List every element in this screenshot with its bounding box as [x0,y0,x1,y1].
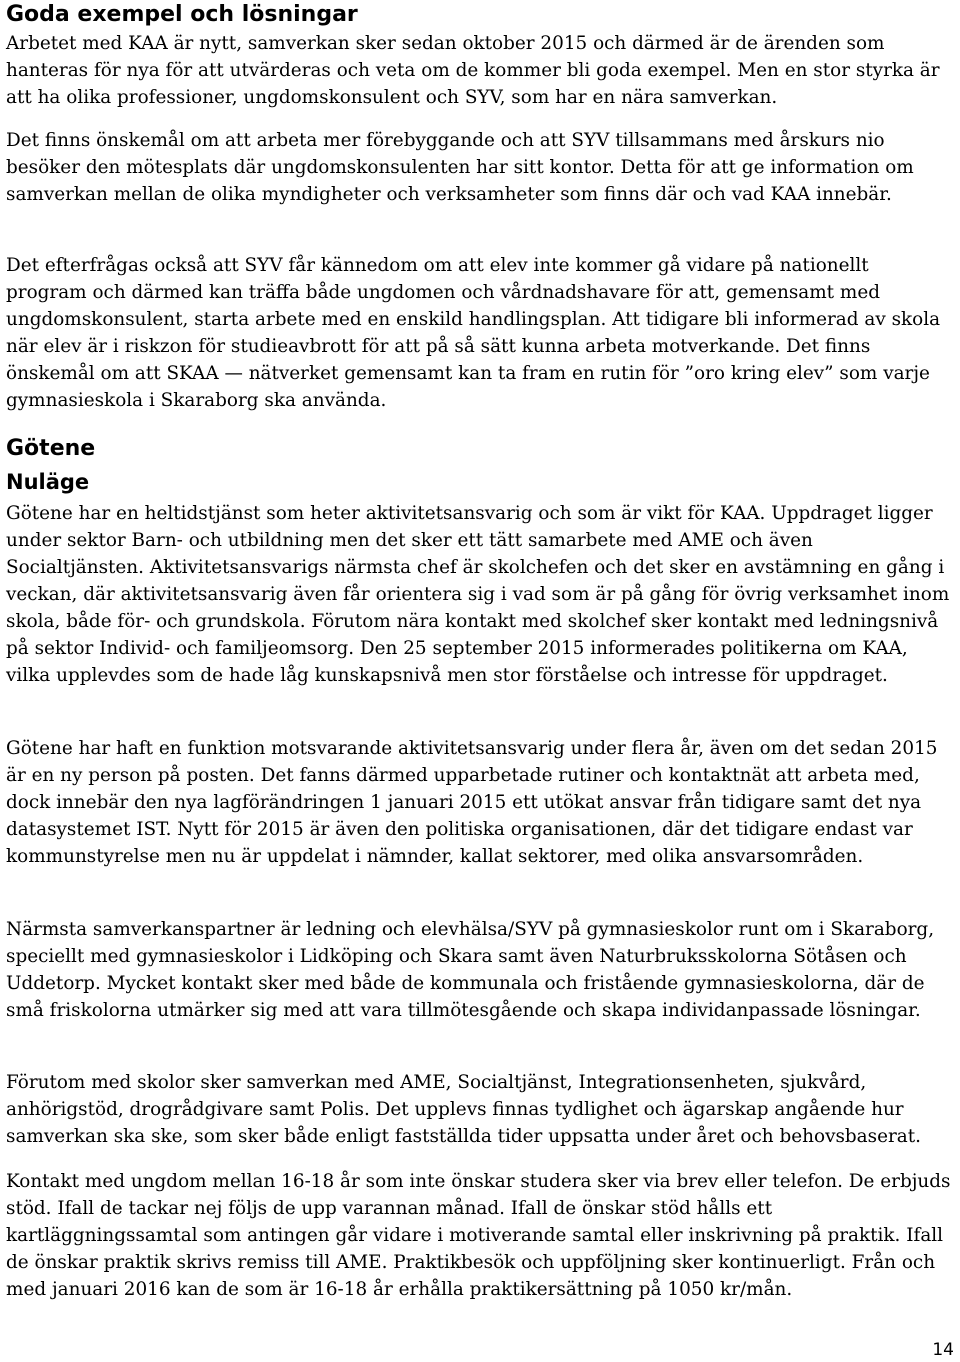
paragraph: Förutom med skolor sker samverkan med AME, Socialtjänst, Integrationsenheten, sjukvård, anhörigstöd, drogrådgivare samt Polis. Det upplevs finnas tydlighet och ägarskap angående hur samverkan ska ske, som sker både enligt fastställda tider uppsatta under året och behovsbaserat. [6,1072,921,1147]
paragraph: Götene har en heltidstjänst som heter aktivitetsansvarig och som är vikt för KAA. Uppdraget ligger under sektor Barn- och utbildning men det sker ett tätt samarbete med AME och även Socialtjänsten. Aktivitetsansvarigs närmsta chef är skolchefen och det sker en avstämning en gång i veckan, där aktivitetsansvarig även får orientera sig i vad som är på gång för övrig verksamhet inom skola, både för- och grundskola. Förutom nära kontakt med skolchef sker kontakt med ledningsnivå på sektor Individ- och familjeomsorg. Den 25 september 2015 informerades politikerna om KAA, vilka upplevdes som de hade låg kunskapsnivå men stor förståelse och intresse för uppdraget. [6,503,950,686]
paragraph: Arbetet med KAA är nytt, samverkan sker sedan oktober 2015 och därmed är de ärenden som hanteras för nya för att utvärderas och veta om de kommer bli goda exempel. Men en stor styrka är att ha olika professioner, ungdomskonsulent och SYV, som har en nära samverkan. [6,33,940,108]
section-heading-goda-exempel: Goda exempel och lösningar [6,2,358,27]
page-number: 14 [932,1340,954,1360]
subheading-nulage: Nuläge [6,470,90,494]
paragraph: Det finns önskemål om att arbeta mer förebyggande och att SYV tillsammans med årskurs nio besöker den mötesplats där ungdomskonsulenten har sitt kontor. Detta för att ge information om samverkan mellan de olika myndigheter och verksamheter som finns där och vad KAA innebär. [6,130,914,205]
paragraph: Närmsta samverkanspartner är ledning och elevhälsa/SYV på gymnasieskolor runt om i Skaraborg, speciellt med gymnasieskolor i Lidköping och Skara samt även Naturbruksskolorna Sötåsen och Uddetorp. Mycket kontakt sker med både de kommunala och fristående gymnasieskolorna, där de små friskolorna utmärker sig med att vara tillmötesgående och skapa individanpassade lösningar. [6,919,935,1021]
paragraph: Kontakt med ungdom mellan 16-18 år som inte önskar studera sker via brev eller telefon. De erbjuds stöd. Ifall de tackar nej följs de upp varannan månad. Ifall de önskar stöd hålls ett kartläggningssamtal som antingen går vidare i motiverande samtal eller inskrivning på praktik. Ifall de önskar praktik skrivs remiss till AME. Praktikbesök och uppföljning sker kontinuerligt. Från och med januari 2016 kan de som är 16-18 år erhålla praktikersättning på 1050 kr/mån. [6,1171,951,1300]
section-heading-gotene: Götene [6,436,96,461]
paragraph: Götene har haft en funktion motsvarande aktivitetsansvarig under flera år, även om det sedan 2015 är en ny person på posten. Det fanns därmed upparbetade rutiner och kontaktnät att arbeta med, dock innebär den nya lagförändringen 1 januari 2015 ett utökat ansvar från tidigare samt det nya datasystemet IST. Nytt för 2015 är även den politiska organisationen, där det tidigare endast var kommunstyrelse men nu är uppdelat i nämnder, kallat sektorer, med olika ansvarsområden. [6,738,938,867]
paragraph: Det efterfrågas också att SYV får kännedom om att elev inte kommer gå vidare på nationellt program och därmed kan träffa både ungdomen och vårdnadshavare för att, gemensamt med ungdomskonsulent, starta arbete med en enskild handlingsplan. Att tidigare bli informerad av skola när elev är i riskzon för studieavbrott för att på så sätt kunna arbeta motverkande. Det finns önskemål om att SKAA — nätverket gemensamt kan ta fram en rutin för ”oro kring elev” som varje gymnasieskola i Skaraborg ska använda. [6,255,941,411]
